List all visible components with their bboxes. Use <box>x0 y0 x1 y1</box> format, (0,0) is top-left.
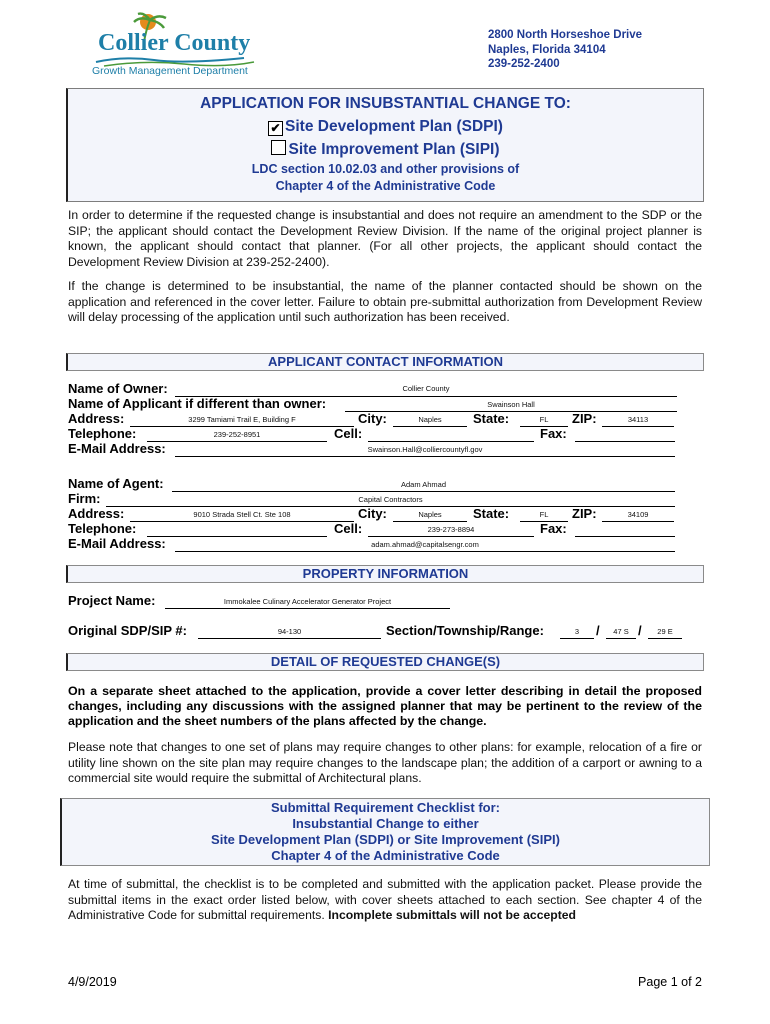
applicant-state-value: FL <box>539 415 549 424</box>
incomplete-warning: Incomplete submittals will not be accepted <box>328 908 576 922</box>
cover-letter-instructions: On a separate sheet attached to the application, provide a cover letter describing in detail the proposed changes, including any discussions with the assigned planner that may be pertinent to the review of the application and the sheet numbers of the plans affected by the change. <box>68 684 702 728</box>
applicant-zip-value: 34113 <box>627 415 649 424</box>
agent-address-value: 9010 Strada Stell Ct. Ste 108 <box>193 510 291 519</box>
application-title: APPLICATION FOR INSUBSTANTIAL CHANGE TO: <box>200 95 571 112</box>
range-value: 29 E <box>657 627 673 636</box>
sdp-number-label: Original SDP/SIP #: <box>68 623 187 638</box>
collier-county-logo <box>84 12 264 78</box>
agent-cell-value: 239-273-8894 <box>427 525 475 534</box>
application-header-box <box>66 88 704 202</box>
applicant-telephone-label: Telephone: <box>68 426 137 441</box>
agent-fax-field[interactable] <box>575 523 675 537</box>
agent-state-value: FL <box>539 510 549 519</box>
office-address <box>488 28 642 72</box>
option-sdpi <box>68 118 703 136</box>
agent-zip-value: 34109 <box>627 510 649 519</box>
submittal-checklist-box <box>60 798 710 866</box>
section-value: 3 <box>574 627 580 636</box>
agent-cell-label: Cell: <box>334 521 363 536</box>
applicant-email-value: Swainson.Hall@colliercountyfl.gov <box>367 445 483 454</box>
agent-state-label: State: <box>473 506 510 521</box>
footer-page-number: Page 1 of 2 <box>638 975 702 989</box>
checklist-line-3: Site Development Plan (SDPI) or Site Improvement (SIPI) <box>211 832 560 847</box>
sdp-number-value: 94-130 <box>277 627 302 636</box>
township-value: 47 S <box>613 627 629 636</box>
detail-requested-changes-heading: DETAIL OF REQUESTED CHANGE(S) <box>66 653 704 671</box>
address-street: 2800 North Horseshoe Drive <box>488 29 643 41</box>
checklist-line-1: Submittal Requirement Checklist for: <box>271 800 500 815</box>
submittal-instructions <box>68 877 702 924</box>
applicant-telephone-value: 239-252-8951 <box>213 430 261 439</box>
footer-date: 4/9/2019 <box>68 975 117 989</box>
sipi-checkbox[interactable] <box>271 140 286 155</box>
section-township-range-label: Section/Township/Range: <box>386 623 544 638</box>
intro-paragraph-2: If the change is determined to be insubstantial, the name of the planner contacted should be shown on the application and referenced in the cover letter. Failure to obtain pre-submittal authorization from Development Review will delay processing of the application until such authorization has been received. <box>68 279 702 324</box>
applicant-value: Swainson Hall <box>487 400 535 409</box>
address-phone: 239-252-2400 <box>488 58 560 70</box>
applicant-contact-heading: APPLICANT CONTACT INFORMATION <box>66 353 704 371</box>
agent-label: Name of Agent: <box>68 476 164 491</box>
slash-separator-1: / <box>596 623 600 638</box>
agent-email-label: E-Mail Address: <box>68 536 166 551</box>
option-sipi <box>68 140 703 159</box>
slash-separator-2: / <box>638 623 642 638</box>
logo-wordmark: Collier County <box>98 30 251 56</box>
agent-value: Adam Ahmad <box>400 480 447 489</box>
applicant-fax-field[interactable] <box>575 428 675 442</box>
project-name-value: Immokalee Culinary Accelerator Generator Project <box>223 597 392 606</box>
applicant-label: Name of Applicant if different than owner: <box>68 396 327 411</box>
applicant-cell-field[interactable] <box>368 428 534 442</box>
applicant-zip-label: ZIP: <box>572 411 597 426</box>
agent-zip-label: ZIP: <box>572 506 597 521</box>
applicant-city-value: Naples <box>418 415 442 424</box>
firm-value: Capital Contractors <box>358 495 423 504</box>
agent-telephone-field[interactable] <box>147 523 327 537</box>
checklist-line-2: Insubstantial Change to either <box>292 816 479 831</box>
property-information-heading: PROPERTY INFORMATION <box>66 565 704 583</box>
firm-label: Firm: <box>68 491 101 506</box>
applicant-state-label: State: <box>473 411 510 426</box>
project-name-label: Project Name: <box>68 593 156 608</box>
checklist-line-4: Chapter 4 of the Administrative Code <box>271 848 500 863</box>
agent-address-label: Address: <box>68 506 125 521</box>
applicant-address-label: Address: <box>68 411 125 426</box>
ldc-reference: LDC section 10.02.03 and other provisions of <box>251 162 520 176</box>
admin-code-reference: Chapter 4 of the Administrative Code <box>275 179 496 193</box>
agent-city-value: Naples <box>418 510 442 519</box>
applicant-fax-label: Fax: <box>540 426 567 441</box>
agent-city-label: City: <box>358 506 387 521</box>
plan-changes-note: Please note that changes to one set of plans may require changes to other plans: for example, relocation of a fire or utility line shown on the site plan may require changes to the landscape plan; the addition of a carport or awning to a commercial site would require the submittal of Architectural plans. <box>68 740 702 785</box>
submittal-text: At time of submittal, the checklist is to be completed and submitted with the application packet. Please provide the submittal items in the exact order listed below, with cover sheets attached to each section. See chapter 4 of the Administrative Code for submittal requirements. <box>68 877 702 922</box>
sipi-label: Site Improvement Plan (SIPI) <box>288 141 500 158</box>
agent-telephone-label: Telephone: <box>68 521 137 536</box>
intro-paragraph-1: In order to determine if the requested change is insubstantial and does not require an amendment to the SDP or the SIP; the applicant should contact the Development Review Division. If the name of the original project planner is known, the applicant should contact that planner. (For all other projects, the applicant should contact the Development Review Division at 239-252-2400). <box>68 208 702 269</box>
owner-value: Collier County <box>402 384 450 393</box>
sdpi-label: Site Development Plan (SDPI) <box>285 118 503 135</box>
applicant-email-label: E-Mail Address: <box>68 441 166 456</box>
applicant-cell-label: Cell: <box>334 426 363 441</box>
applicant-address-value: 3299 Tamiami Trail E, Building F <box>188 415 296 424</box>
sdpi-checkbox[interactable]: ✔ <box>268 121 283 136</box>
applicant-city-label: City: <box>358 411 387 426</box>
owner-label: Name of Owner: <box>68 381 168 396</box>
address-city: Naples, Florida 34104 <box>488 43 606 56</box>
agent-fax-label: Fax: <box>540 521 567 536</box>
agent-email-value: adam.ahmad@capitalsengr.com <box>371 540 479 549</box>
logo-department: Growth Management Department <box>92 65 248 77</box>
